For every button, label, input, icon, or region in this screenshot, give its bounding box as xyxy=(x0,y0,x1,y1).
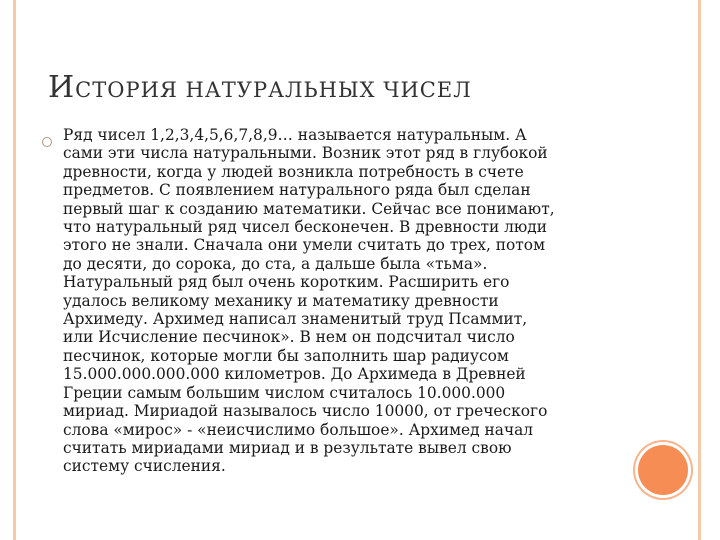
title-rest: СТОРИЯ НАТУРАЛЬНЫХ ЧИСЕЛ xyxy=(75,78,472,102)
bullet-circle-icon xyxy=(42,137,52,147)
title-first-letter: И xyxy=(48,70,76,105)
slide-title xyxy=(48,70,472,103)
body-paragraph: Ряд чисел 1,2,3,4,5,6,7,8,9… называется натуральным. А сами эти числа натуральными. Возник этот ряд в глубокой древности, когда у людей возникла потребность в счете предметов. С появлением натурального ряда был сделан первый шаг к созданию математики. Сейчас все понимают, что натуральный ряд чисел бесконечен. В древности люди этого не знали. Сначала они умели считать до трех, потом до десяти, до сорока, до ста, а дальше была «тьма». Натуральный ряд был очень коротким. Расширить его удалось великому механику и математику древности Архимеду. Архимед написал знаменитый труд Псаммит, или Исчисление песчинок». В нем он подсчитал число песчинок, которые могли бы заполнить шар радиусом 15.000.000.000.000 километров. До Архимеда в Древней Греции самым большим числом считалось 10.000.000 мириад. Мириадой называлось число 10000, от греческого слова «мирос» - «неисчислимо большое». Архимед начал считать мириадами мириад и в результате вывел свою систему счисления. xyxy=(63,126,555,476)
decorative-circle xyxy=(638,445,688,495)
